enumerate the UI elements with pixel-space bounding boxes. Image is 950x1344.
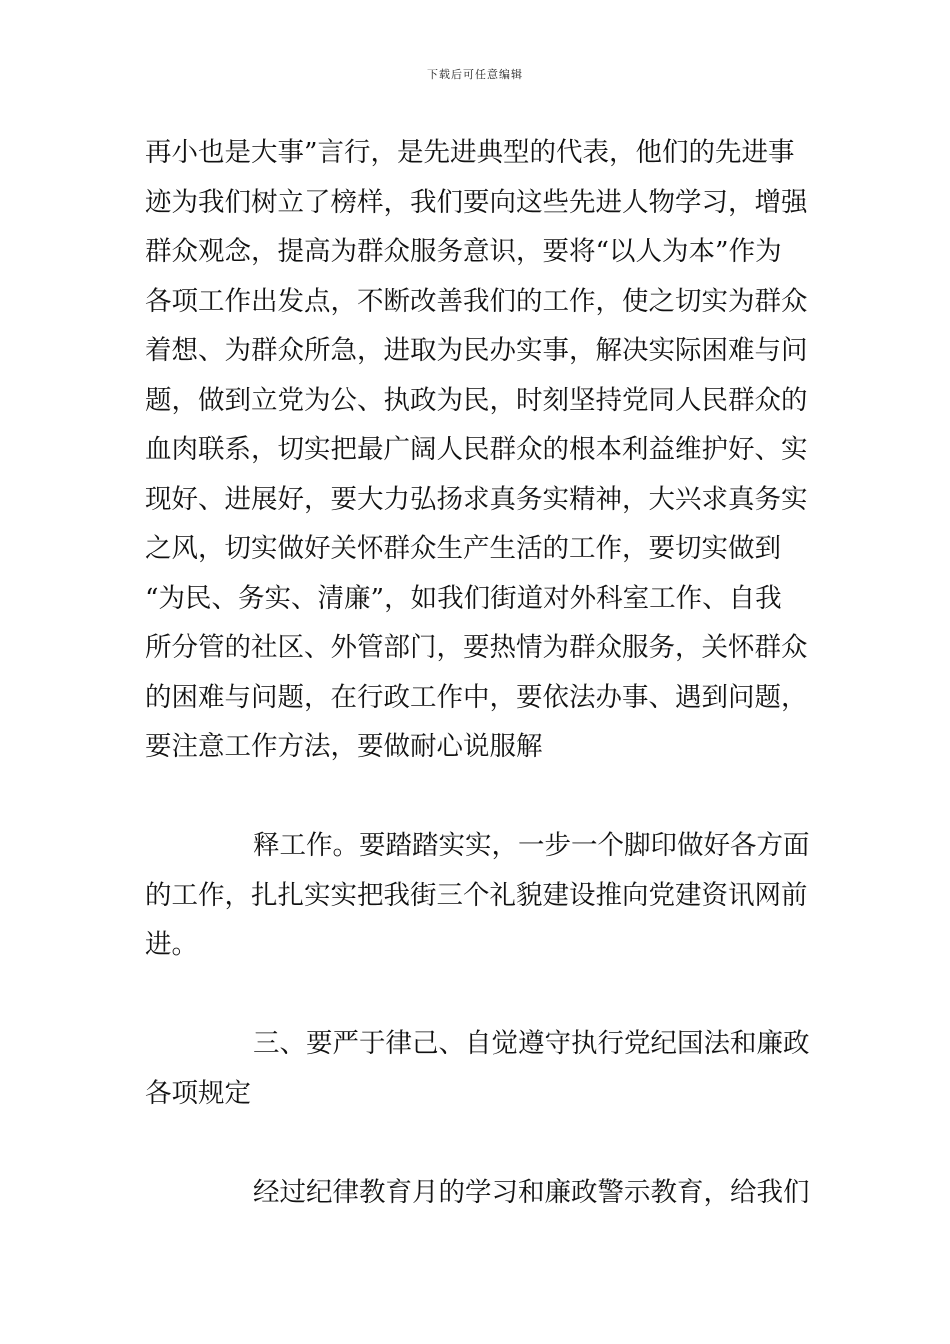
paragraph-line: 经过纪律教育月的学习和廉政警示教育，给我们: [253, 1176, 810, 1208]
paragraph-line: 着想、为群众所急，进取为民办实事，解决实际困难与问: [145, 335, 808, 366]
paragraph-line: 群众观念，提高为群众服务意识，要将“以人为本”作为: [145, 236, 782, 267]
paragraph-line: 迹为我们树立了榜样，我们要向这些先进人物学习，增强: [145, 186, 808, 218]
paragraph-gap: [145, 1118, 807, 1168]
paragraph-4: [145, 1168, 810, 1218]
paragraph-line: 之风，切实做好关怀群众生产生活的工作，要切实做到: [145, 533, 781, 564]
paragraph-line: 血肉联系，切实把最广阔人民群众的根本利益维护好、实: [145, 434, 808, 465]
paragraph-line: 现好、进展好，要大力弘扬求真务实精神，大兴求真务实: [145, 483, 808, 515]
heading-line: 三、要严于律己、自觉遵守执行党纪国法和廉政: [253, 1028, 810, 1059]
paragraph-1: [145, 128, 807, 772]
paragraph-line: “为民、务实、清廉”，如我们街道对外科室工作、自我: [145, 582, 782, 614]
paragraph-line: 题，做到立党为公、执政为民，时刻坚持党同人民群众的: [145, 384, 808, 416]
page-header-note: 下载后可任意编辑: [427, 68, 523, 81]
paragraph-line: 的困难与问题，在行政工作中，要依法办事、遇到问题，: [145, 681, 808, 713]
paragraph-line: 再小也是大事”言行，是先进典型的代表，他们的先进事: [145, 137, 795, 168]
paragraph-line: 进。: [145, 929, 198, 960]
paragraph-line: 各项工作出发点，不断改善我们的工作，使之切实为群众: [145, 285, 808, 317]
paragraph-line: 释工作。要踏踏实实，一步一个脚印做好各方面: [253, 830, 810, 861]
document-body: [145, 128, 810, 1217]
paragraph-line: 的工作，扎扎实实把我街三个礼貌建设推向党建资讯网前: [145, 879, 808, 911]
section-heading: [145, 1019, 810, 1118]
paragraph-gap: [145, 970, 807, 1020]
paragraph-gap: [145, 772, 807, 822]
paragraph-2: [145, 821, 810, 970]
heading-line: 各项规定: [145, 1077, 251, 1109]
paragraph-line: 所分管的社区、外管部门，要热情为群众服务，关怀群众: [145, 632, 808, 663]
paragraph-line: 要注意工作方法，要做耐心说服解: [145, 731, 543, 762]
